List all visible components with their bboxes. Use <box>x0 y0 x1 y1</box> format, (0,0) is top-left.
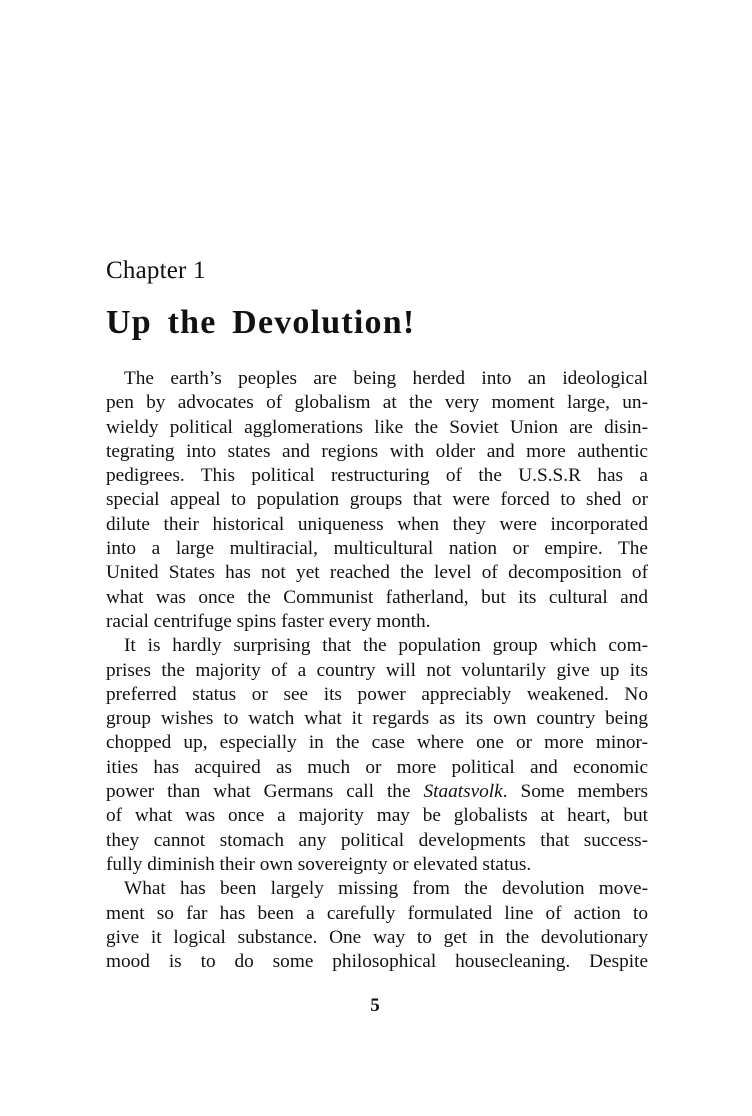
paragraph-line: pedigrees. This political restructuring of the U.S.S.R has a <box>106 465 648 487</box>
chapter-label: Chapter 1 <box>106 257 206 284</box>
paragraph-line: give it logical substance. One way to get in the devolutionary <box>106 926 648 948</box>
paragraph-line <box>106 780 648 804</box>
paragraph-line: wieldy political agglomerations like the Soviet Union are disin- <box>106 416 648 438</box>
paragraph-line: group wishes to watch what it regards as its own country being <box>106 708 648 730</box>
paragraph-line: into a large multiracial, multicultural nation or empire. The <box>106 538 648 560</box>
paragraph-line: pen by advocates of globalism at the very moment large, un- <box>106 392 648 414</box>
paragraph-line: mood is to do some philosophical housecleaning. Despite <box>106 951 648 973</box>
paragraph-line: what was once the Communist fatherland, but its cultural and <box>106 586 648 608</box>
paragraph-line: The earth’s peoples are being herded into an ideological <box>124 368 648 389</box>
chapter-title: Up the Devolution! <box>106 304 416 341</box>
paragraph-line: preferred status or see its power appreciably weakened. No <box>106 683 648 705</box>
paragraph-line: ities has acquired as much or more political and economic <box>106 756 648 778</box>
paragraph-line: tegrating into states and regions with older and more authentic <box>106 440 648 462</box>
paragraph-line: dilute their historical uniqueness when they were incorporated <box>106 513 648 535</box>
page-number <box>0 994 752 1018</box>
body-text <box>106 367 648 974</box>
page-number-text: 5 <box>370 995 380 1016</box>
paragraph-line: fully diminish their own sovereignty or elevated status. <box>106 853 532 875</box>
paragraph-line: racial centrifuge spins faster every month. <box>106 610 431 632</box>
paragraph-line: What has been largely missing from the devolution move- <box>124 878 648 900</box>
line-text: . Some members <box>502 781 648 803</box>
italic-term: Staatsvolk <box>423 781 503 803</box>
paragraph-line: of what was once a majority may be globalists at heart, but <box>106 805 648 827</box>
paragraph-line: chopped up, especially in the case where one or more minor- <box>106 732 648 754</box>
paragraph-line: prises the majority of a country will not voluntarily give up its <box>106 659 648 681</box>
line-text: power than what Germans call the <box>106 781 424 803</box>
paragraph-line: they cannot stomach any political developments that success- <box>106 829 648 851</box>
paragraph-line: special appeal to population groups that were forced to shed or <box>106 489 648 511</box>
paragraph-line: It is hardly surprising that the population group which com- <box>124 635 648 657</box>
paragraph-line: ment so far has been a carefully formulated line of action to <box>106 902 648 924</box>
paragraph-line: United States has not yet reached the level of decomposition of <box>106 562 648 584</box>
